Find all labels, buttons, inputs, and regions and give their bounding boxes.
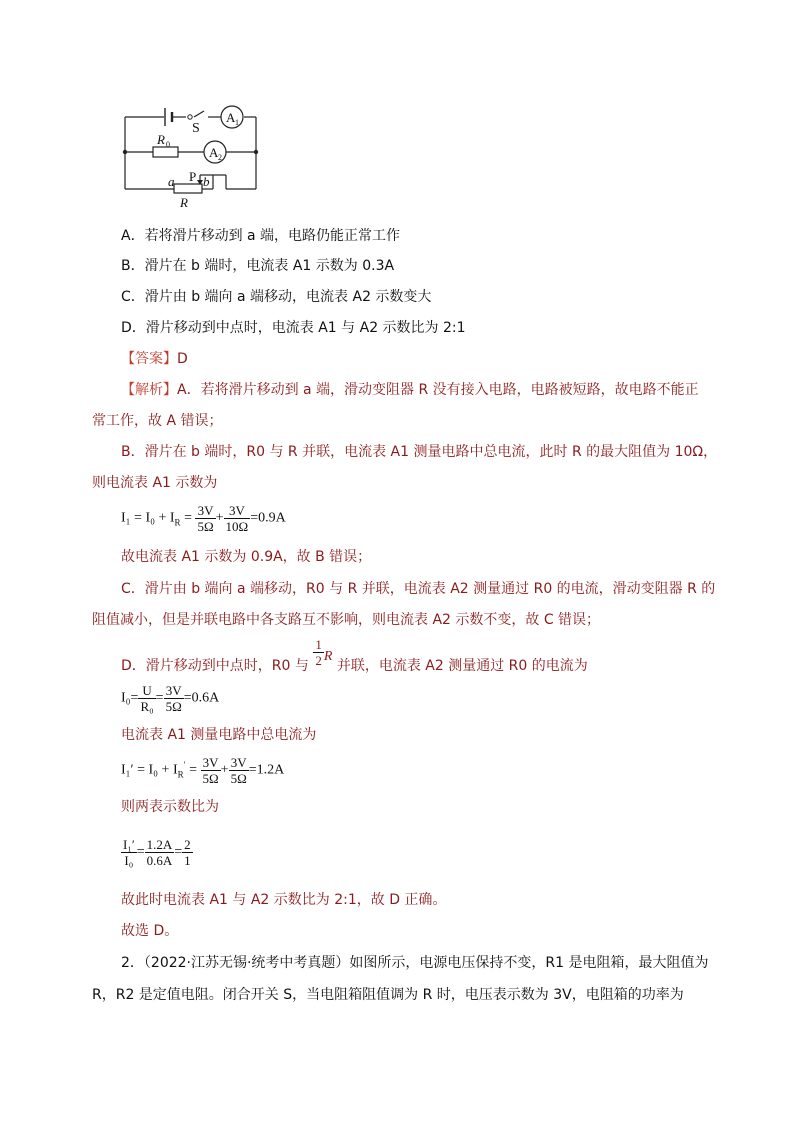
eq-d2-sub: R [177, 769, 184, 780]
analysis-c-line2: 阻值减小，但是并联电路中各支路互不影响，则电流表 A2 示数不变，故 C 错误； [92, 612, 601, 628]
half-r: R [323, 649, 333, 664]
eq-d2-lhs: I₁′ = I₀ + I [121, 762, 178, 778]
analysis-tag: 【解析】 [121, 382, 177, 398]
rheostat-label: R [180, 195, 188, 210]
equation-d3: $\frac{\text{I₁′}}{\text{I₀}}$ = $\frac{1.2A}{0.6A}$ = $\frac{2}{1}$ [123, 837, 191, 868]
analysis-c-line1: C．滑片由 b 端向 a 端移动，R0 与 R 并联，电流表 A2 测量通过 R0 的电流，滑动变阻器 R 的 [121, 581, 716, 597]
option-a: A．若将滑片移动到 a 端，电路仍能正常工作 [121, 228, 401, 244]
eq-d2-frac1: $\frac{3V}{5\Omega}$ [202, 755, 219, 786]
ammeter1-sub: 1 [235, 118, 239, 127]
ammeter1-label: A [226, 110, 236, 125]
end-b-label: b [203, 174, 210, 189]
eq-b-lhs: I₁ = I₀ + I [121, 510, 175, 526]
analysis-d-line3: 则两表示数比为 [121, 799, 219, 815]
ammeter2-label: A [209, 145, 219, 160]
equation-d2: $I_1' = I_0 + I_R'$ = $\frac{3V}{5\Omega}$ + $\frac{3V}{5\Omega}$ =1.2A [121, 755, 285, 786]
eq-d1-frac1: $\frac{U}{\text{R₀}}$ [140, 683, 154, 714]
eq-b-result: =0.9A [250, 510, 286, 526]
circuit-diagram [118, 100, 268, 215]
eq-b-frac1: $\frac{3V}{5\Omega}$ [197, 503, 214, 534]
analysis-a-text: A．若将滑片移动到 a 端，滑动变阻器 R 没有接入电路，电路被短路，故电路不能正 [177, 382, 699, 398]
question2-line1: 2．（2022·江苏无锡·统考中考真题）如图所示，电源电压保持不变，R1 是电阻箱，最大阻值为 [121, 955, 709, 971]
analysis-a-line2: 常工作，故 A 错误； [92, 413, 223, 429]
option-b: B．滑片在 b 端时，电流表 A1 示数为 0.3A [121, 258, 395, 274]
analysis-b-line2: 则电流表 A1 示数为 [92, 475, 218, 491]
half-fraction: $\frac{1}{2}$ [315, 636, 322, 668]
eq-b-sub: R [174, 517, 181, 528]
ammeter2-sub: 2 [218, 153, 222, 162]
eq-d1-frac2: $\frac{3V}{5\Omega}$ [165, 683, 182, 714]
question2-line2: R，R2 是定值电阻。闭合开关 S，当电阻箱阻值调为 R 时，电压表示数为 3V，电阻箱的功率为 [92, 987, 684, 1003]
eq-d3-frac2: $\frac{1.2A}{0.6A}$ [146, 837, 173, 868]
eq-d1-lhs: I₀= [121, 690, 139, 706]
analysis-d-line1 [121, 636, 588, 677]
option-c: C．滑片由 b 端向 a 端移动，电流表 A2 示数变大 [121, 289, 432, 305]
switch-label: S [192, 121, 200, 136]
option-d: D．滑片移动到中点时，电流表 A1 与 A2 示数比为 2:1 [121, 320, 466, 336]
answer-line [121, 349, 188, 369]
equation-b: $I_1 = I_0 + I_R$ = $\frac{3V}{5\Omega}$ + $\frac{3V}{10\Omega}$ =0.9A [121, 503, 286, 534]
end-a-label: a [168, 174, 175, 189]
analysis-b-line1: B．滑片在 b 端时，R0 与 R 并联，电流表 A1 测量电路中总电流，此时 R 的最大阻值为 10Ω， [121, 444, 718, 460]
eq-d1-result: =0.6A [183, 690, 220, 706]
eq-b-frac2: $\frac{3V}{10\Omega}$ [225, 503, 249, 534]
analysis-a-line1 [121, 380, 699, 400]
eq-d2-sup: ′ [183, 760, 186, 771]
analysis-b-conclusion: 故电流表 A1 示数为 0.9A，故 B 错误； [121, 549, 372, 565]
answer-tag: 【答案】 [121, 351, 177, 367]
answer-value: D [177, 351, 188, 367]
analysis-d-line2: 电流表 A1 测量电路中总电流为 [121, 727, 317, 743]
eq-d2-result: =1.2A [248, 762, 285, 778]
d-line1-pre: D．滑片移动到中点时，R0 与 [121, 658, 309, 674]
d-line1-post: 并联，电流表 A2 测量通过 R0 的电流为 [336, 658, 588, 674]
eq-d2-frac2: $\frac{3V}{5\Omega}$ [230, 755, 247, 786]
r0-sub: 0 [166, 140, 170, 149]
analysis-final: 故选 D。 [121, 923, 179, 939]
eq-d3-frac3: $\frac{2}{1}$ [184, 837, 191, 868]
equation-d1: I₀= $\frac{U}{\text{R₀}}$ = $\frac{3V}{5\Omega}$ =0.6A [121, 683, 220, 714]
analysis-d-conclusion: 故此时电流表 A1 与 A2 示数比为 2:1，故 D 正确。 [121, 892, 447, 908]
eq-d3-frac1: $\frac{\text{I₁′}}{\text{I₀}}$ [123, 837, 135, 868]
slider-p-label: P [189, 169, 197, 184]
r0-label: R [157, 132, 165, 147]
